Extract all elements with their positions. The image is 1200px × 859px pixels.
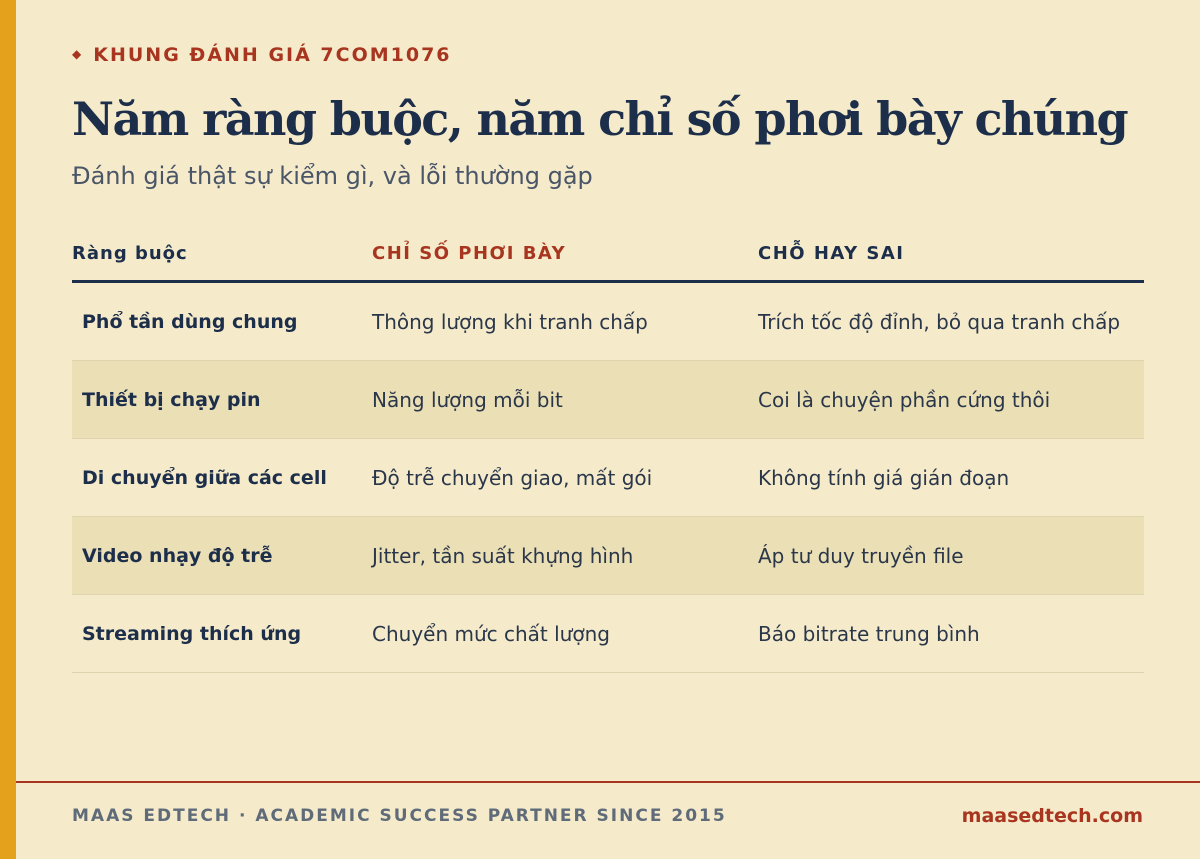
footer-brand-tagline: MAAS EDTECH · ACADEMIC SUCCESS PARTNER SINCE 2015 xyxy=(72,806,727,826)
page-title: Năm ràng buộc, năm chỉ số phơi bày chúng xyxy=(72,92,1128,146)
table-row xyxy=(72,517,1144,595)
left-accent-bar xyxy=(0,0,16,859)
table-row xyxy=(72,595,1144,673)
cell-constraint: Phổ tần dùng chung xyxy=(82,310,298,333)
footer-divider xyxy=(16,781,1200,783)
cell-pitfall: Áp tư duy truyền file xyxy=(758,543,964,568)
constraints-table xyxy=(72,226,1144,673)
eyebrow-text: KHUNG ĐÁNH GIÁ 7COM1076 xyxy=(93,44,452,66)
cell-pitfall: Báo bitrate trung bình xyxy=(758,621,980,646)
cell-constraint: Video nhạy độ trễ xyxy=(82,544,273,567)
cell-pitfall: Coi là chuyện phần cứng thôi xyxy=(758,387,1051,412)
table-row xyxy=(72,439,1144,517)
cell-metric: Jitter, tần suất khựng hình xyxy=(372,543,634,568)
cell-metric: Năng lượng mỗi bit xyxy=(372,387,563,412)
table-header xyxy=(72,226,1144,283)
eyebrow xyxy=(72,44,452,66)
cell-pitfall: Không tính giá gián đoạn xyxy=(758,465,1010,490)
page-subtitle: Đánh giá thật sự kiểm gì, và lỗi thường gặp xyxy=(72,162,593,190)
table-row xyxy=(72,283,1144,361)
cell-metric: Thông lượng khi tranh chấp xyxy=(372,309,648,334)
cell-constraint: Thiết bị chạy pin xyxy=(82,388,261,411)
cell-pitfall: Trích tốc độ đỉnh, bỏ qua tranh chấp xyxy=(758,309,1121,334)
cell-constraint: Streaming thích ứng xyxy=(82,622,302,645)
footer-website-link[interactable]: maasedtech.com xyxy=(961,805,1143,827)
cell-metric: Chuyển mức chất lượng xyxy=(372,621,610,646)
header-constraint: Ràng buộc xyxy=(72,242,188,264)
header-pitfall: CHỖ HAY SAI xyxy=(758,242,905,264)
diamond-icon: ◆ xyxy=(72,47,84,61)
table-row xyxy=(72,361,1144,439)
header-metric: CHỈ SỐ PHƠI BÀY xyxy=(372,242,567,264)
cell-metric: Độ trễ chuyển giao, mất gói xyxy=(372,465,653,490)
cell-constraint: Di chuyển giữa các cell xyxy=(82,466,327,489)
